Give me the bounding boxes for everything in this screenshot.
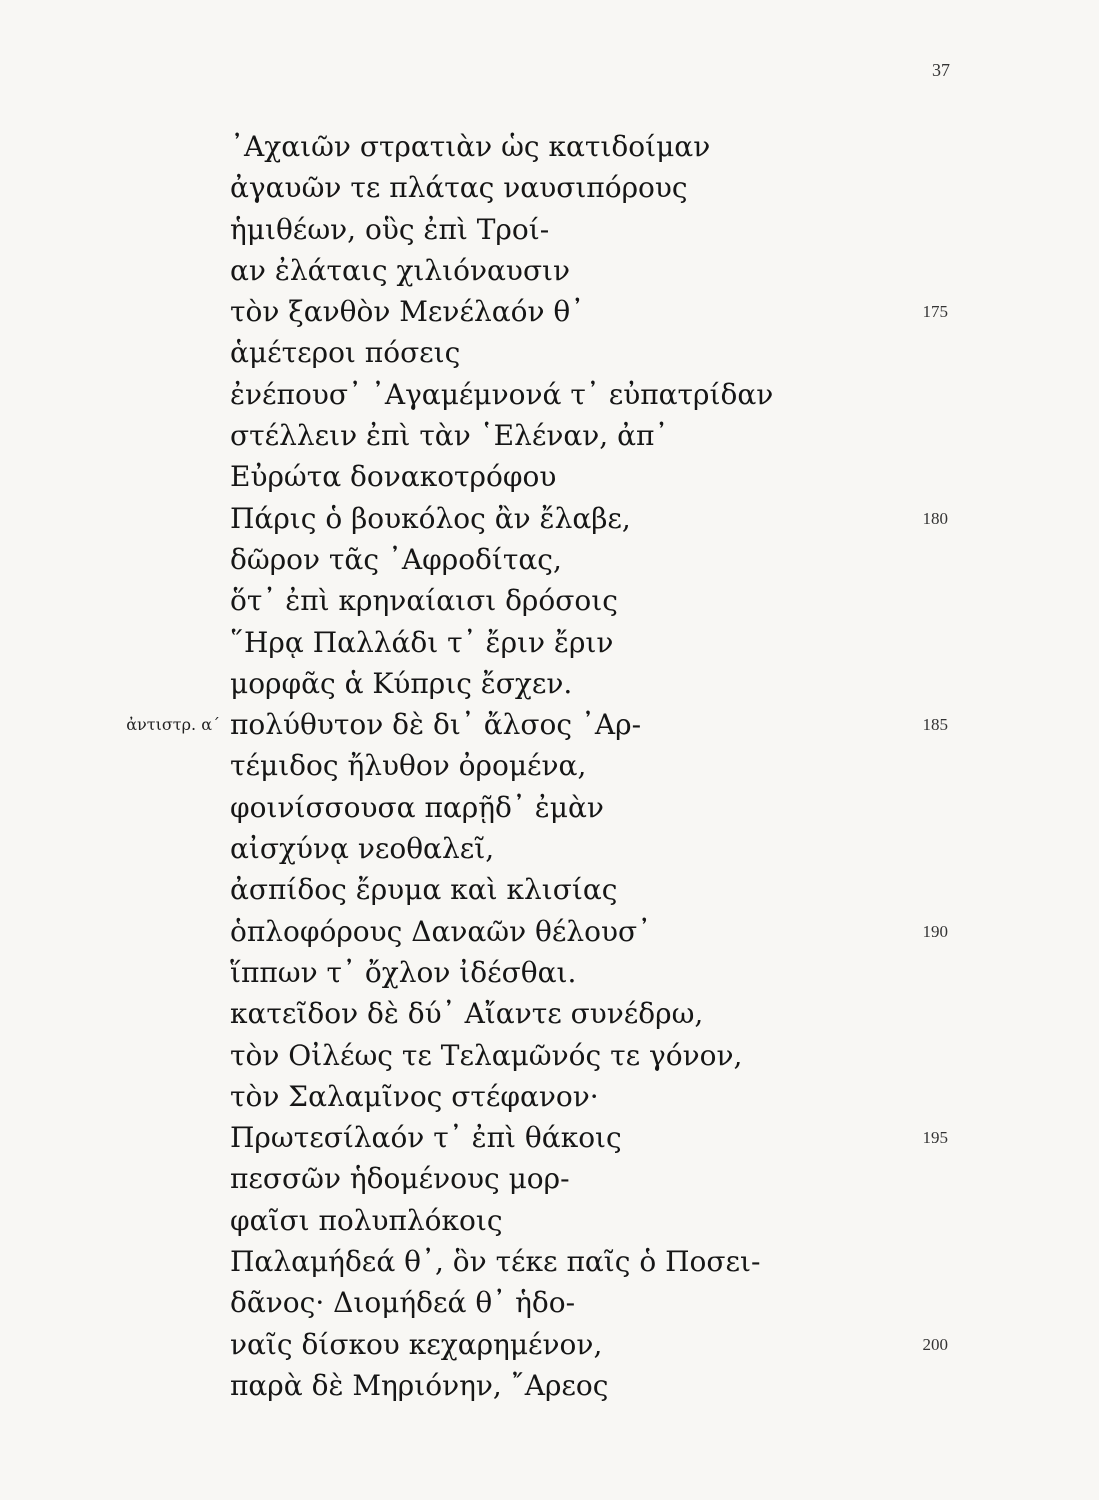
page-number: 37 <box>932 60 950 80</box>
verse-line <box>0 1035 1099 1076</box>
verse-block <box>0 126 1099 1406</box>
verse-text: ῞Ηρᾳ Παλλάδι τ᾿ ἔριν ἔριν <box>230 625 614 659</box>
verse-line <box>0 539 1099 580</box>
verse-line <box>0 1241 1099 1282</box>
verse-line <box>0 1324 1099 1365</box>
verse-line <box>0 498 1099 539</box>
verse-text: δῶρον τᾶς ᾿Αφροδίτας, <box>230 542 562 576</box>
verse-line <box>0 126 1099 167</box>
verse-line <box>0 167 1099 208</box>
line-number: 180 <box>922 508 948 528</box>
verse-text: ναῖς δίσκου κεχαρημένον, <box>230 1327 603 1361</box>
verse-line <box>0 415 1099 456</box>
strophe-marker: ἀντιστρ. α´ <box>126 715 220 735</box>
verse-line <box>0 209 1099 250</box>
verse-line <box>0 952 1099 993</box>
verse-text: κατεῖδον δὲ δύ᾿ Αἴαντε συνέδρω, <box>230 997 704 1031</box>
verse-text: αν ἐλάταις χιλιόναυσιν <box>230 253 571 287</box>
verse-line <box>0 828 1099 869</box>
verse-line <box>0 1158 1099 1199</box>
verse-text: ἀσπίδος ἔρυμα καὶ κλισίας <box>230 873 618 907</box>
verse-text: Πρωτεσίλαόν τ᾿ ἐπὶ θάκοις <box>230 1121 622 1155</box>
verse-text: Πάρις ὁ βουκόλος ἂν ἔλαβε, <box>230 501 631 535</box>
verse-line <box>0 1365 1099 1406</box>
verse-line <box>0 250 1099 291</box>
verse-text: τέμιδος ἤλυθον ὀρομένα, <box>230 749 587 783</box>
verse-text: στέλλειν ἐπὶ τὰν ῾Ελέναν, ἀπ᾿ <box>230 419 669 453</box>
line-number: 195 <box>922 1128 948 1148</box>
verse-line <box>0 745 1099 786</box>
verse-line <box>0 704 1099 745</box>
verse-line <box>0 663 1099 704</box>
verse-line <box>0 1076 1099 1117</box>
line-number: 175 <box>922 302 948 322</box>
verse-text: αἰσχύνᾳ νεοθαλεῖ, <box>230 832 495 866</box>
verse-text: φοινίσσουσα παρῇδ᾿ ἐμὰν <box>230 790 604 824</box>
verse-text: τὸν ξανθὸν Μενέλαόν θ᾿ <box>230 295 585 329</box>
verse-line <box>0 911 1099 952</box>
verse-text: πεσσῶν ἡδομένους μορ- <box>230 1162 570 1196</box>
verse-text: ὁπλοφόρους Δαναῶν θέλουσ᾿ <box>230 914 652 948</box>
verse-text: ἵππων τ᾿ ὄχλον ἰδέσθαι. <box>230 955 577 989</box>
verse-line <box>0 456 1099 497</box>
verse-line <box>0 787 1099 828</box>
verse-text: Παλαμήδεά θ᾿, ὃν τέκε παῖς ὁ Ποσει- <box>230 1245 761 1279</box>
verse-text: τὸν Οἰλέως τε Τελαμῶνός τε γόνον, <box>230 1038 743 1072</box>
verse-text: τὸν Σαλαμῖνος στέφανον· <box>230 1079 599 1113</box>
line-number: 185 <box>922 715 948 735</box>
verse-line <box>0 993 1099 1034</box>
verse-line <box>0 580 1099 621</box>
verse-text: μορφᾶς ἁ Κύπρις ἔσχεν. <box>230 666 573 700</box>
verse-text: ὅτ᾿ ἐπὶ κρηναίαισι δρόσοις <box>230 584 618 618</box>
verse-line <box>0 1117 1099 1158</box>
line-number: 200 <box>922 1334 948 1354</box>
verse-line <box>0 291 1099 332</box>
verse-line <box>0 374 1099 415</box>
verse-text: δᾶνος· Διομήδεά θ᾿ ἡδο- <box>230 1286 576 1320</box>
verse-line <box>0 622 1099 663</box>
verse-line <box>0 1282 1099 1323</box>
verse-text: ᾿Αχαιῶν στρατιὰν ὡς κατιδοίμαν <box>230 130 711 163</box>
verse-text: ἡμιθέων, οὓς ἐπὶ Τροί- <box>230 212 550 246</box>
verse-text: ἀγαυῶν τε πλάτας ναυσιπόρους <box>230 171 688 205</box>
verse-line <box>0 332 1099 373</box>
verse-text: Εὐρώτα δονακοτρόφου <box>230 460 557 494</box>
verse-text: ἐνέπουσ᾿ ᾿Αγαμέμνονά τ᾿ εὐπατρίδαν <box>230 377 774 411</box>
verse-text: πολύθυτον δὲ δι᾿ ἄλσος ᾿Αρ- <box>230 708 642 742</box>
line-number: 190 <box>922 921 948 941</box>
verse-line <box>0 1200 1099 1241</box>
verse-text: παρὰ δὲ Μηριόνην, ῎Αρεος <box>230 1368 609 1402</box>
verse-text: φαῖσι πολυπλόκοις <box>230 1203 503 1237</box>
verse-text: ἁμέτεροι πόσεις <box>230 336 461 370</box>
verse-line <box>0 869 1099 910</box>
